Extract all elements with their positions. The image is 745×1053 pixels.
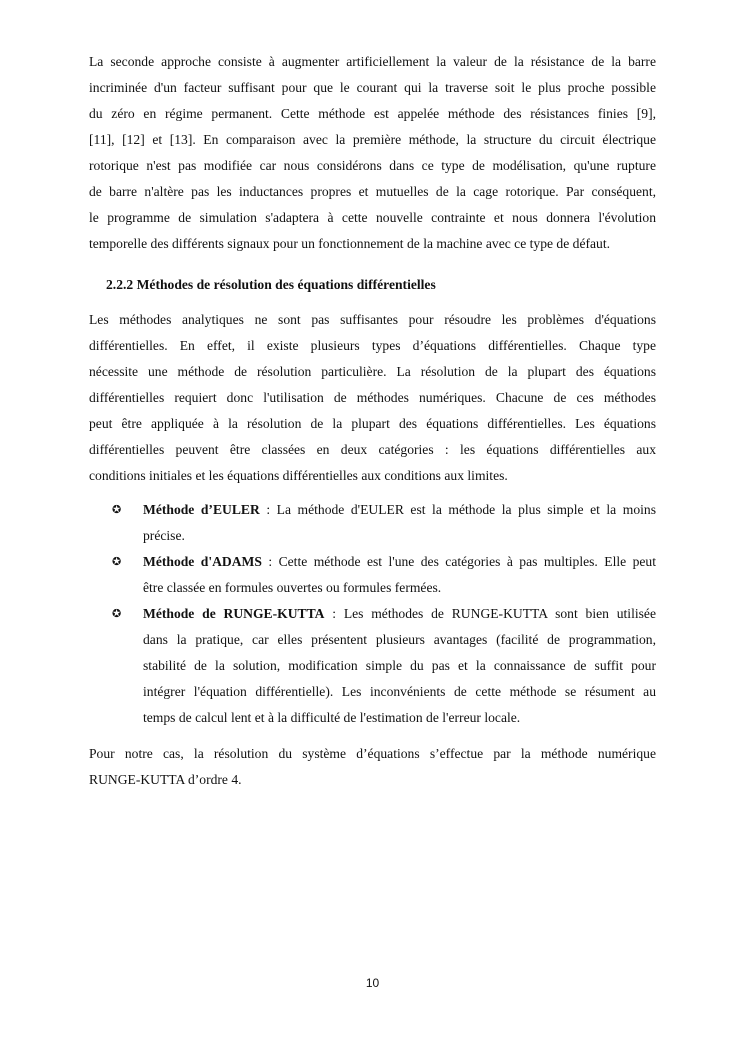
list-item-line [143,502,656,518]
text-line: conditions initiales et les équations différentielles aux conditions aux limites. [89,468,508,483]
list-item-line: être classée en formules ouvertes ou formules fermées. [143,580,442,595]
method-name: Méthode d'ADAMS [143,554,262,569]
text-line: différentielles peuvent être classées en deux catégories : les équations différentielles aux [89,442,656,457]
method-description: : La méthode d'EULER est la méthode la plus simple et la moins [259,502,656,517]
list-item-line [143,606,656,622]
text-line: du zéro en régime permanent. Cette méthode est appelée méthode des résistances finies [9], [89,106,656,121]
text-line: [11], [12] et [13]. En comparaison avec la première méthode, la structure du circuit électrique [89,132,656,147]
list-item-line: précise. [143,528,185,543]
bullet-icon: ✪ [112,504,122,516]
method-name: Méthode de RUNGE-KUTTA [143,606,325,621]
text-line: le programme de simulation s'adaptera à cette nouvelle contrainte et nous donnera l'évolution [89,210,656,225]
text-line: rotorique n'est pas modifiée car nous considérons dans ce type de modélisation, qu'une rupture [89,158,656,173]
text-line: La seconde approche consiste à augmenter artificiellement la valeur de la résistance de la barre [89,54,656,69]
method-description: : Cette méthode est l'une des catégories à pas multiples. Elle peut [261,554,656,569]
text-line: RUNGE-KUTTA d’ordre 4. [89,772,242,787]
text-line: Les méthodes analytiques ne sont pas suffisantes pour résoudre les problèmes d'équations [89,312,656,327]
section-heading: 2.2.2 Méthodes de résolution des équations différentielles [106,277,436,292]
list-item-line [143,554,656,570]
list-item-line: stabilité de la solution, modification simple du pas et la connaissance de suffit pour [143,658,656,673]
text-line: différentielles requiert donc l'utilisation de méthodes numériques. Chacune de ces méthodes [89,390,656,405]
text-line: nécessite une méthode de résolution particulière. La résolution de la plupart des équations [89,364,656,379]
text-line: incriminée d'un facteur suffisant pour que le courant qui la traverse soit le plus proche possible [89,80,656,95]
text-line: Pour notre cas, la résolution du système d’équations s’effectue par la méthode numérique [89,746,656,761]
bullet-icon: ✪ [112,556,122,568]
method-description: : Les méthodes de RUNGE-KUTTA sont bien utilisée [324,606,656,621]
method-name: Méthode d’EULER [143,502,260,517]
list-item-line: intégrer l'équation différentielle). Les inconvénients de cette méthode se résument au [143,684,656,699]
text-line: peut être appliquée à la résolution de la plupart des équations différentielles. Les équations [89,416,656,431]
bullet-icon: ✪ [112,608,122,620]
list-item-line: dans la pratique, car elles présentent plusieurs avantages (facilité de programmation, [143,632,656,647]
text-line: différentielles. En effet, il existe plusieurs types d’équations différentielles. Chaque type [89,338,656,353]
list-item-line: temps de calcul lent et à la difficulté de l'estimation de l'erreur locale. [143,710,521,725]
text-line: de barre n'altère pas les inductances propres et mutuelles de la cage rotorique. Par conséquent, [89,184,656,199]
page-number: 10 [365,976,380,990]
text-line: temporelle des différents signaux pour un fonctionnement de la machine avec ce type de défaut. [89,236,611,251]
